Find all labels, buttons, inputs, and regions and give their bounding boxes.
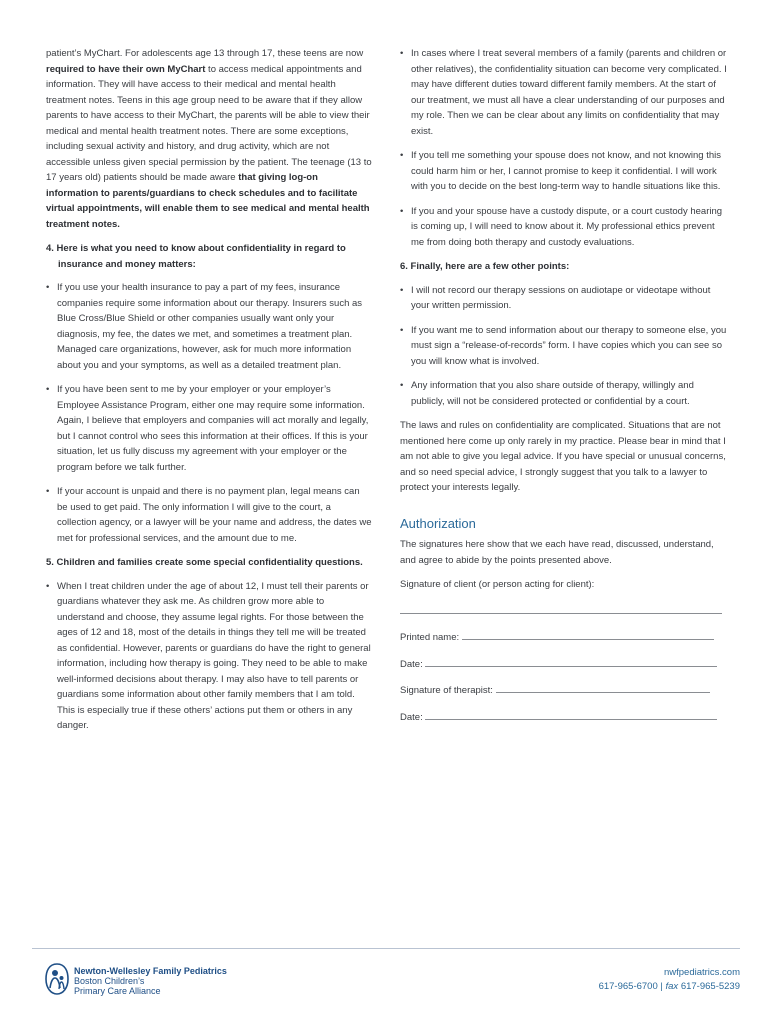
client-signature-label: Signature of client (or person acting for client): <box>400 579 595 590</box>
client-signature-row <box>400 604 730 620</box>
family-list <box>400 46 730 250</box>
list-item: • If you have been sent to me by your employer or your employer’s Employee Assistance Program, either one may require some information. Again, I believe that employers and companies will act morally and legally, but I cannot control who sees this information at their offices. If this is your situation, let us fully discuss my agreement with your employer or the program before we talk further. <box>46 382 372 475</box>
list-item: • I will not record our therapy sessions on audiotape or videotape without your written permission. <box>400 283 730 314</box>
list-item: • If you want me to send information about our therapy to someone else, you must sign a “release-of-records” form. I have copies which you can see so you will know what is involved. <box>400 323 730 370</box>
separator: | <box>660 981 663 992</box>
list-item: • In cases where I treat several members of a family (parents and children or other relatives), the confidentiality situation can become very complicated. I may have different duties toward different family members. At the start of our treatment, we must all have a clear understanding of our purposes and my role. Then we can be clear about any limits on confidentiality that may exist. <box>400 46 730 139</box>
intro-paragraph: patient’s MyChart. For adolescents age 13 through 17, these teens are now required to have their own MyChart to access medical appointments and information. They will have access to their medical and mental health treatment notes. Teens in this age group need to be aware that if they allow parents to have access to their MyChart, the parents will be able to view their medical and mental health treatment notes. There are some exceptions, including sexual activity and history, and drug activity, which are not accessible unless given special permission by the patient. The teenage (13 to 17 years old) patients should be made aware that giving log-on information to parents/guardians to check schedules and to facilitate virtual appointments, will enable them to see medical and mental health treatment notes. <box>46 48 372 230</box>
fax-label: fax <box>665 981 679 992</box>
date-label-2: Date: <box>400 711 423 723</box>
date-label: Date: <box>400 658 423 670</box>
authorization-text: The signatures here show that we each have read, discussed, understand, and agree to abide by the points presented above. <box>400 539 714 566</box>
logo-text <box>74 966 227 996</box>
list-item: • If your account is unpaid and there is no payment plan, legal means can be used to get paid. The only information I will give to the court, a collection agency, or a lawyer will be your name and address, the dates we met for professional services, and the amount due to me. <box>46 484 372 546</box>
intro-bold-2: that giving log-on information to parents/guardians to check schedules and to facilitate virtual appointments, will enable them to see medical and mental health treatment notes. <box>46 172 370 230</box>
closing-paragraph: The laws and rules on confidentiality are complicated. Situations that are not mentioned here come up only rarely in my practice. Please bear in mind that I am not able to give you legal advice. If you have special or unusual concerns, and so need special advice, I strongly suggest that you talk to a lawyer to protect your interests legally. <box>400 420 726 493</box>
list-item: • When I treat children under the age of about 12, I must tell their parents or guardians whatever they ask me. As children grow more able to understand and choose, they assume legal rights. For those between the ages of 12 and 18, most of the details in things they tell me will be treated as confidential. However, parents or guardians do have the right to general information, including how therapy is going. They need to be able to make well-informed decisions about therapy. I may also have to tell parents or guardians some information about other family members that I am told. This is especially true if these others’ actions put them or others in any danger. <box>46 579 372 734</box>
list-item: • If you and your spouse have a custody dispute, or a court custody hearing is coming up, I will need to know about it. My professional ethics prevent me from doing both therapy and custody evaluations. <box>400 204 730 251</box>
phone-fax-line <box>599 980 740 994</box>
section-5-list <box>46 579 372 734</box>
section-5-heading: 5. Children and families create some special confidentiality questions. <box>46 557 363 568</box>
section-6-heading: 6. Finally, here are a few other points: <box>400 261 570 272</box>
printed-name-field[interactable] <box>462 631 714 640</box>
section-4-list <box>46 280 372 546</box>
therapist-signature-row <box>400 683 730 699</box>
intro-bold-1: required to have their own MyChart <box>46 63 206 75</box>
printed-name-label: Printed name: <box>400 632 460 643</box>
list-item: • Any information that you also share outside of therapy, willingly and publicly, will not be considered protected or confidential by a court. <box>400 378 730 409</box>
phone-number: 617-965-6700 <box>598 981 658 992</box>
date-row <box>400 657 730 673</box>
therapist-signature-label: Signature of therapist: <box>400 685 493 696</box>
contact-info <box>599 966 740 994</box>
logo-line-3: Primary Care Alliance <box>74 986 161 996</box>
footer-divider <box>32 948 740 949</box>
fax-number: 617-965-5239 <box>680 981 740 992</box>
right-column <box>400 46 730 736</box>
date-field[interactable] <box>425 658 717 667</box>
date-field-2[interactable] <box>425 711 717 720</box>
left-column <box>46 46 372 743</box>
section-6-list <box>400 283 730 410</box>
client-signature-field[interactable] <box>400 605 722 614</box>
authorization-title: Authorization <box>400 515 476 531</box>
website-link[interactable]: nwfpediatrics.com <box>663 967 740 978</box>
printed-name-row <box>400 630 730 646</box>
list-item: • If you tell me something your spouse does not know, and not knowing this could harm him or her, I cannot promise to keep it confidential. I will work with you to decide on the best long-term way to handle situations like this. <box>400 148 730 195</box>
therapist-signature-field[interactable] <box>496 684 710 693</box>
list-item: • If you use your health insurance to pay a part of my fees, insurance companies require some information about our therapy. Insurers such as Blue Cross/Blue Shield or other companies usually want only your diagnosis, my fee, the dates we met, and sometimes a treatment plan. Managed care organizations, however, ask for much more information about you and your symptoms, as well as a detailed treatment plan. <box>46 280 372 373</box>
date-row-2 <box>400 710 730 726</box>
logo-line-1: Newton-Wellesley Family Pediatrics <box>74 966 227 976</box>
logo-line-2: Boston Children’s <box>74 976 145 986</box>
family-logo-icon <box>44 962 70 996</box>
section-4-heading: 4. Here is what you need to know about confidentiality in regard to insurance and money matters: <box>46 243 346 270</box>
practice-logo <box>44 962 244 1002</box>
